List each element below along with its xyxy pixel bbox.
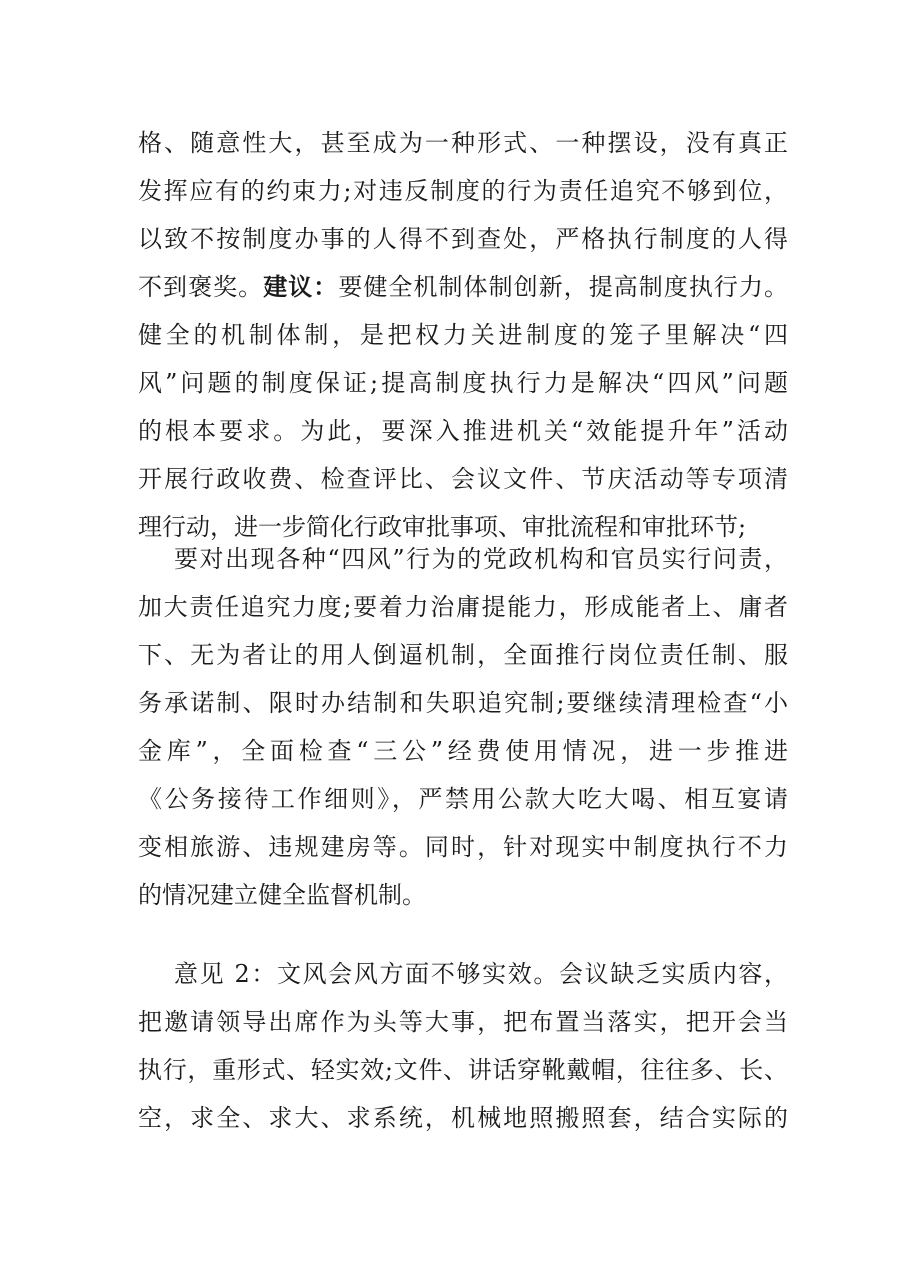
text-line: 变相旅游、违规建房等。同时，针对现实中制度执行不力 [138,833,788,861]
text-fragment: 要健全机制体制创新，提高制度执行力。 [338,273,789,301]
text-line: 执行，重形式、轻实效;文件、讲话穿靴戴帽，往往多、长、 [138,1056,788,1084]
text-line: 理行动，进一步简化行政审批事项、审批流程和审批环节; [138,513,747,541]
text-line: 要对出现各种“四风”行为的党政机构和官员实行问责， [174,545,788,573]
text-line: 加大责任追究力度;要着力治庸提能力，形成能者上、庸者 [138,593,788,621]
text-line: 健全的机制体制，是把权力关进制度的笼子里解决“四 [138,321,788,349]
text-line-with-label [138,263,788,311]
suggestion-label: 建议： [263,272,339,301]
text-line: 的情况建立健全监督机制。 [138,881,426,909]
text-line: 金库”，全面检查“三公”经费使用情况，进一步推进 [138,737,788,765]
text-line: 风”问题的制度保证;提高制度执行力是解决“四风”问题 [138,369,788,397]
text-line: 格、随意性大，甚至成为一种形式、一种摆设，没有真正 [138,129,788,157]
text-line: 把邀请领导出席作为头等大事，把布置当落实，把开会当 [138,1008,788,1036]
text-line: 的根本要求。为此，要深入推进机关“效能提升年”活动 [138,417,788,445]
text-line: 下、无为者让的用人倒逼机制，全面推行岗位责任制、服 [138,641,788,669]
text-line: 空，求全、求大、求系统，机械地照搬照套，结合实际的 [138,1104,788,1132]
text-line: 以致不按制度办事的人得不到查处，严格执行制度的人得 [138,225,788,253]
text-line: 开展行政收费、检查评比、会议文件、节庆活动等专项清 [138,465,788,493]
text-line: 意见 2：文风会风方面不够实效。会议缺乏实质内容， [174,960,788,988]
text-line: 发挥应有的约束力;对违反制度的行为责任追究不够到位， [138,177,788,205]
text-fragment: 不到褒奖。 [138,273,264,301]
text-line: 务承诺制、限时办结制和失职追究制;要继续清理检查“小 [138,689,788,717]
text-line: 《公务接待工作细则》，严禁用公款大吃大喝、相互宴请 [138,785,788,813]
